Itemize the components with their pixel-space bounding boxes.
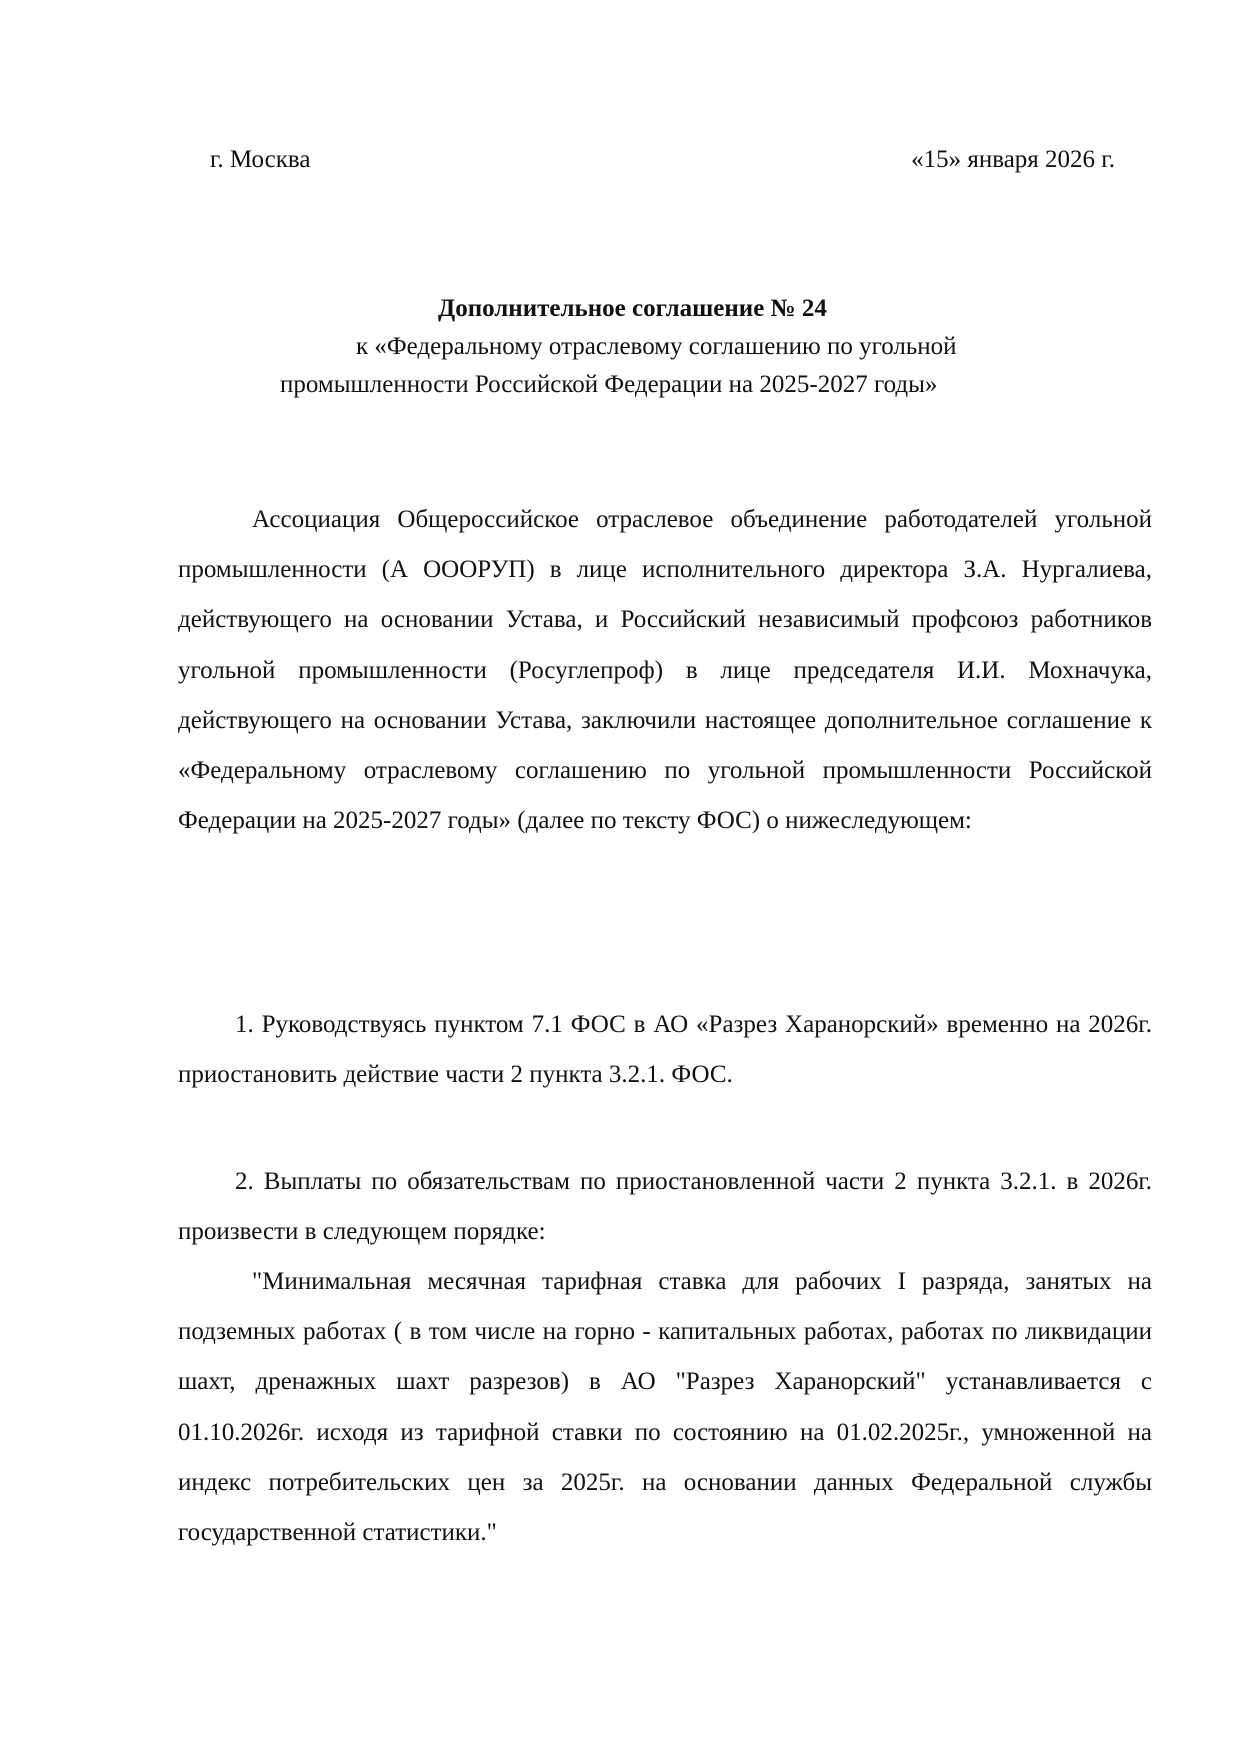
document-title: Дополнительное соглашение № 24 <box>438 295 827 322</box>
document-header <box>210 140 1115 180</box>
list-item-1 <box>178 1000 1152 1100</box>
document-subtitle-line1: к «Федеральному отраслевому соглашению по угольной <box>356 333 957 360</box>
list-item-2 <box>178 1157 1152 1257</box>
date-label: «15» января 2026 г. <box>911 146 1115 173</box>
list-item-number: 1. <box>235 1011 254 1038</box>
list-item-text: Выплаты по обязательствам по приостановленной части 2 пункта 3.2.1. в 2026г. произвести в следующем порядке: <box>178 1168 1153 1246</box>
intro-paragraph: Ассоциация Общероссийское отраслевое объединение работодателей угольной промышленности (А ОООРУП) в лице исполнительного директора З.А. Нургалиева, действующего на основании Устава, и Российский независимый профсоюз работников угольной промышленности (Росуглепроф) в лице председателя И.И. Мохначука, действующего на основании Устава, заключили настоящее дополнительное соглашение к «Федеральному отраслевому соглашению по угольной промышленности Российской Федерации на 2025-2027 годы» (далее по тексту ФОС) о нижеследующем: <box>178 506 1152 835</box>
list-item-number: 2. <box>235 1168 254 1195</box>
quoted-paragraph: "Минимальная месячная тарифная ставка для рабочих I разряда, занятых на подземных работах ( в том числе на горно - капитальных работах, работах по ликвидации шахт, дренажных шахт разрезов) в АО "Разрез Харанорский" устанавливается с 01.10.2026г. исходя из тарифной ставки по состоянию на 01.02.2025г., умноженной на индекс потребительских цен за 2025г. на основании данных Федеральной службы государственной статистики." <box>178 1268 1152 1547</box>
city-label: г. Москва <box>210 146 311 173</box>
document-subtitle-line2: промышленности Российской Федерации на 2025-2027 годы» <box>280 371 938 398</box>
list-item-text: Руководствуясь пунктом 7.1 ФОС в АО «Разрез Харанорский» временно на 2026г. приостановить действие части 2 пункта 3.2.1. ФОС. <box>178 1011 1152 1089</box>
